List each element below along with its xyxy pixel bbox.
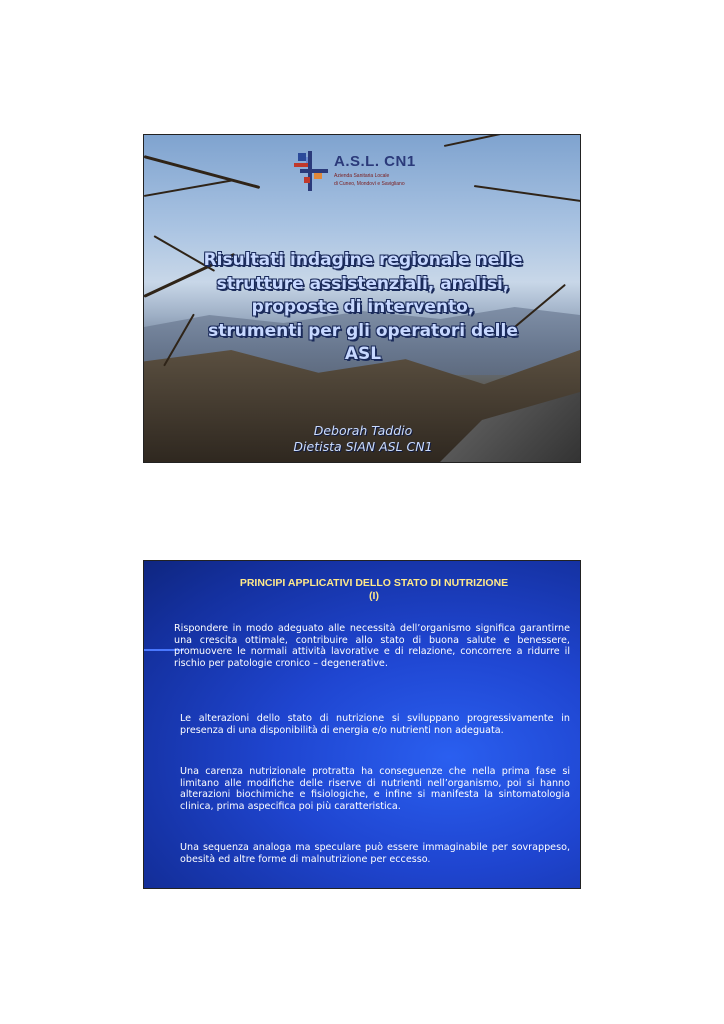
asl-logo-subtitle: Azienda Sanitaria Locale <box>334 173 390 179</box>
title-slide <box>143 134 581 463</box>
title-line: Risultati indagine regionale nelle <box>203 250 523 270</box>
paragraph: Una carenza nutrizionale protratta ha conseguenze che nella prima fase si limitano alle modifiche delle riserve di nutrienti nell’organismo, poi si hanno alterazioni biochimiche e fisiologiche, e infine si manifesta la sintomatologia clinica, prima aspecifica poi più caratteristica. <box>180 766 570 812</box>
asl-logo-name: A.S.L. CN1 <box>334 153 416 170</box>
paragraph: Rispondere in modo adeguato alle necessità dell’organismo significa garantirne una crescita ottimale, contribuire allo stato di buona salute e benessere, promuovere le normali attività lavorative e di relazione, concorrere a ridurre il rischio per patologie cronico – degenerative. <box>174 623 570 669</box>
asl-logo-icon <box>294 151 330 191</box>
slide-title <box>184 577 564 603</box>
paragraph: Una sequenza analoga ma speculare può essere immaginabile per sovrappeso, obesità ed altre forme di malnutrizione per eccesso. <box>180 842 570 865</box>
asl-logo-subtitle: di Cuneo, Mondovì e Savigliano <box>334 181 405 187</box>
title-line: ASL <box>344 344 382 364</box>
content-slide <box>143 560 581 889</box>
title-line: strumenti per gli operatori delle <box>208 320 518 341</box>
author-block <box>144 423 581 455</box>
asl-logo <box>294 151 424 195</box>
paragraph: Le alterazioni dello stato di nutrizione si sviluppano progressivamente in presenza di una disponibilità di energia e/o nutrienti non adeguata. <box>180 713 570 736</box>
title-line: proposte di intervento, <box>251 297 475 317</box>
title-line: (I) <box>369 590 379 602</box>
author-role: Dietista SIAN ASL CN1 <box>293 439 433 454</box>
title-line: strutture assistenziali, analisi, <box>216 273 510 294</box>
title-line: PRINCIPI APPLICATIVI DELLO STATO DI NUTRIZIONE <box>239 577 509 589</box>
author-name: Deborah Taddio <box>313 423 413 438</box>
slide-title <box>184 249 542 367</box>
